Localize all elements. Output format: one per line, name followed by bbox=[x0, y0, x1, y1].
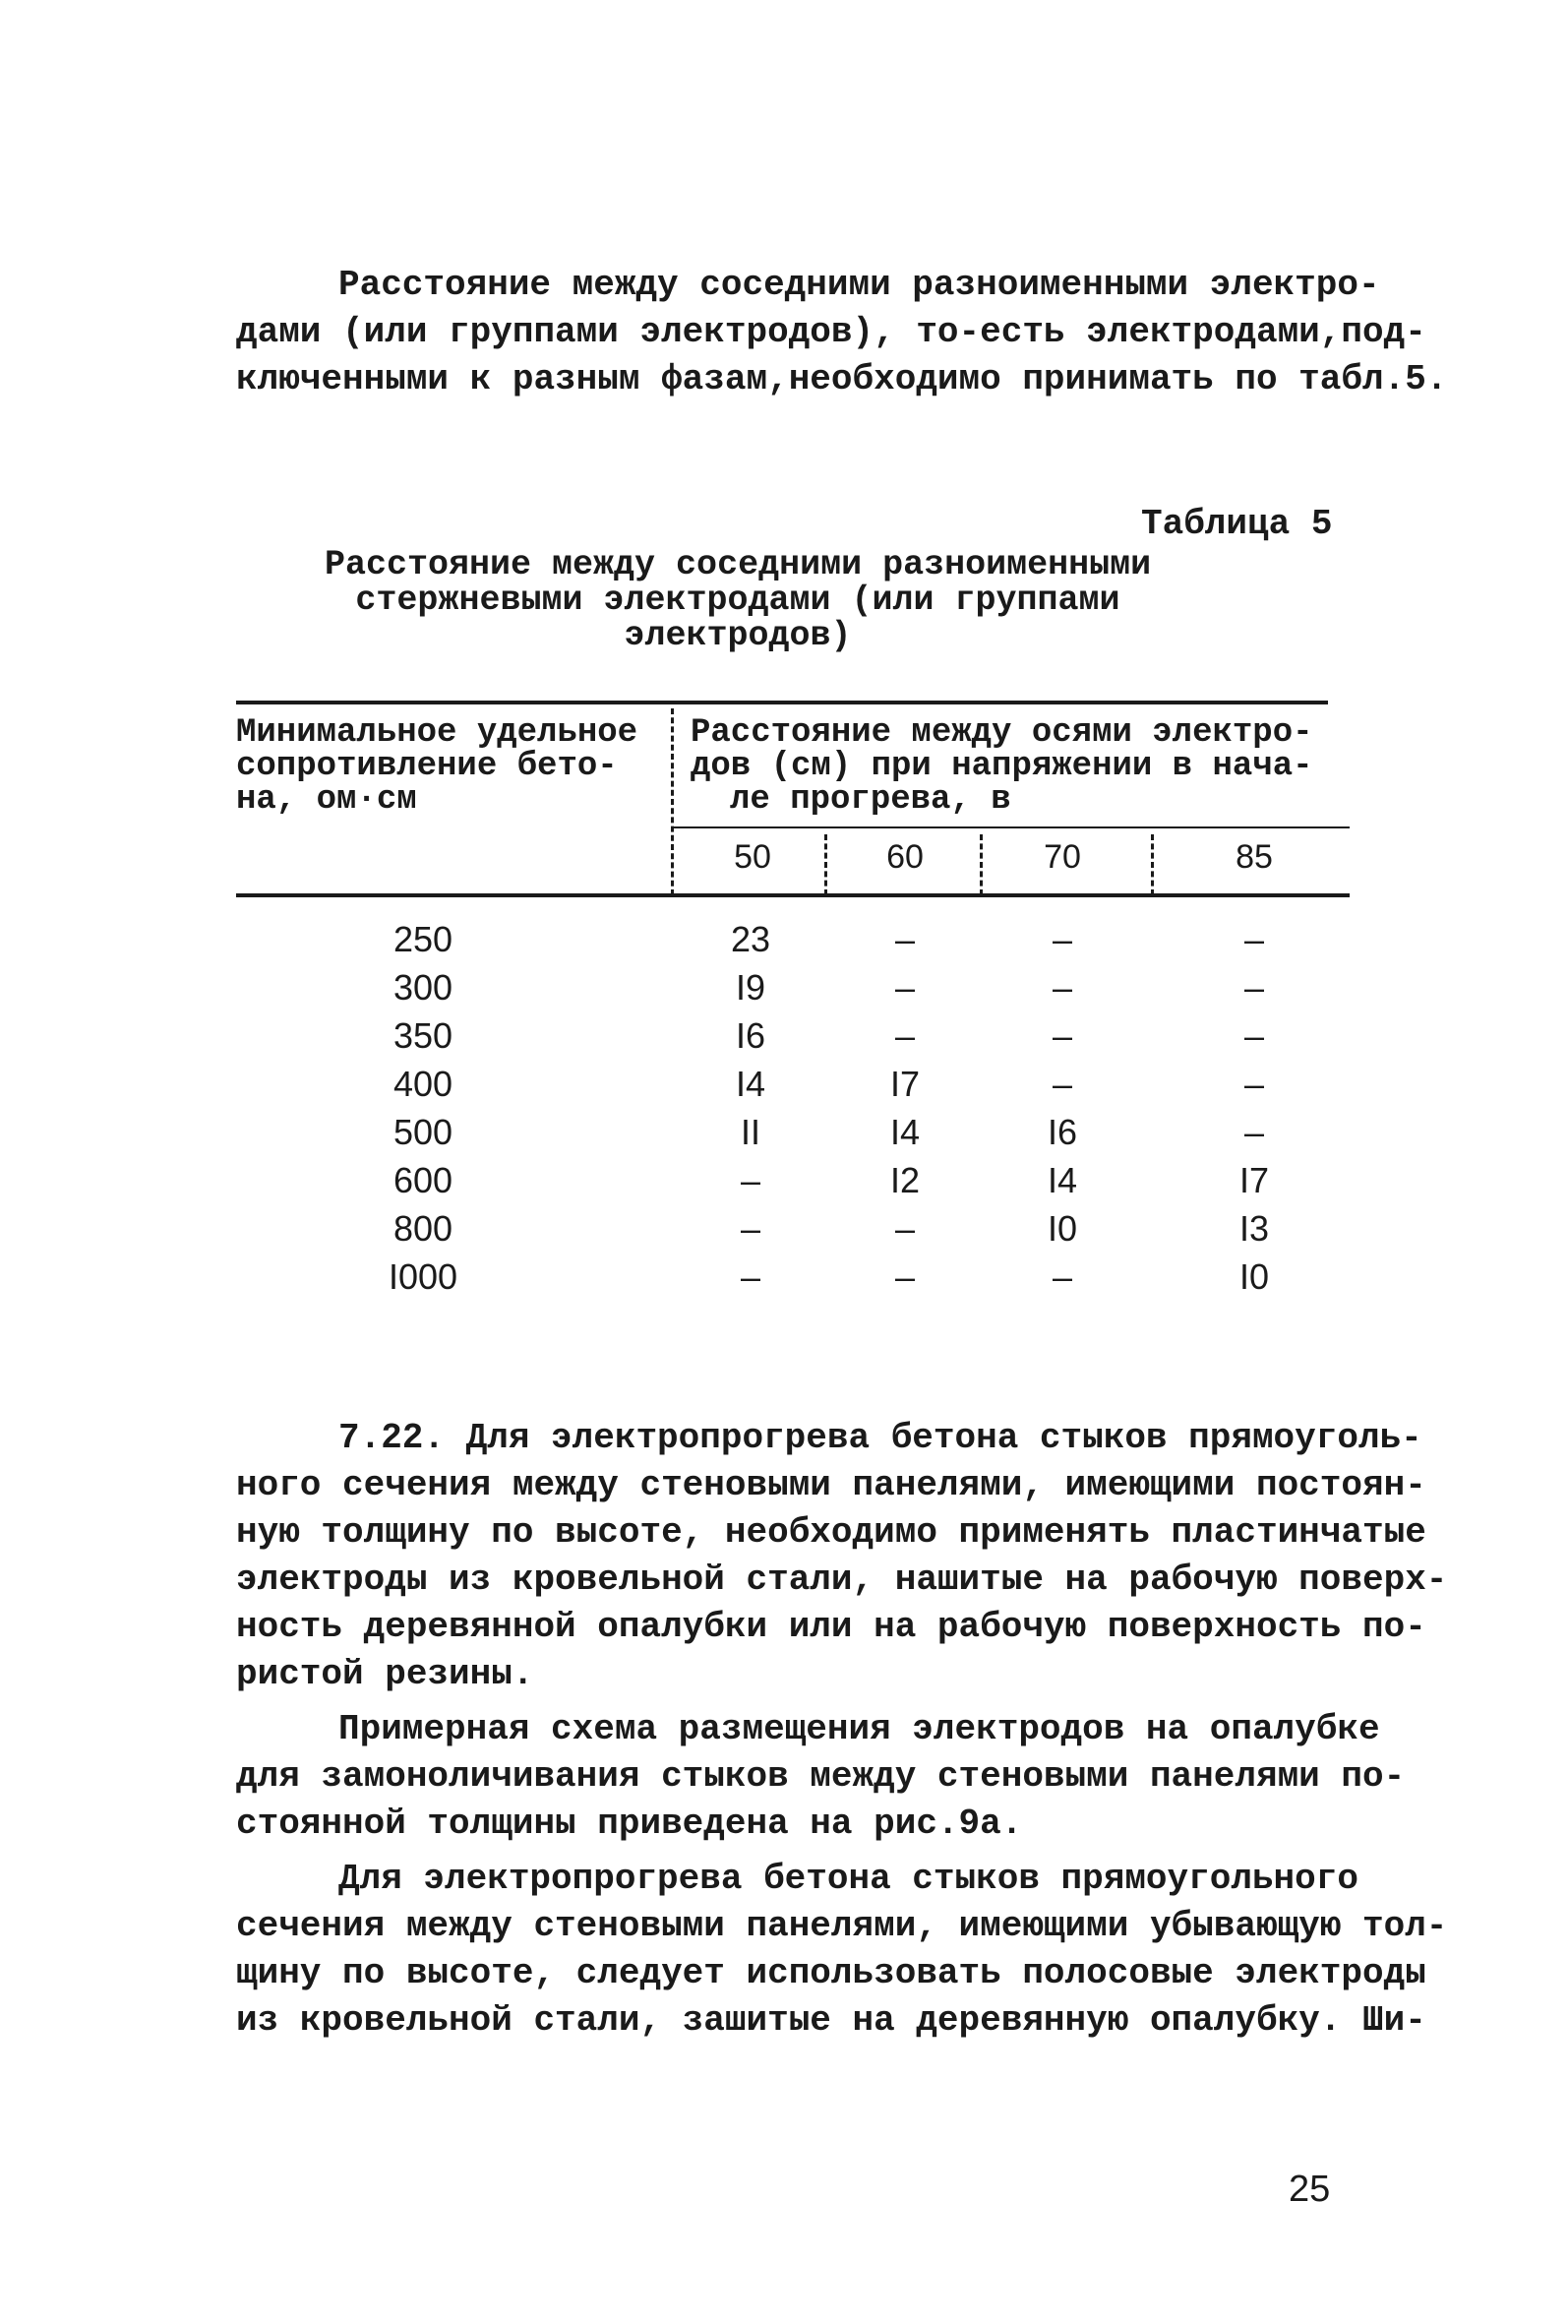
value-cell: I2 bbox=[889, 1160, 921, 1200]
value-cell: I3 bbox=[1238, 1208, 1270, 1249]
header-divider bbox=[671, 708, 674, 895]
text-line: Для электропрогрева бетона стыков прямоугольного bbox=[338, 1859, 1358, 1899]
value-cell: I0 bbox=[1047, 1208, 1078, 1249]
value-cell: I4 bbox=[735, 1064, 766, 1104]
resistance-column-header bbox=[236, 716, 649, 817]
header-line: Расстояние между осями электро- bbox=[691, 714, 1313, 752]
header-line: Минимальное удельное bbox=[236, 714, 638, 752]
value-cell: I6 bbox=[1047, 1112, 1078, 1152]
voltage-60-header: 60 bbox=[886, 838, 924, 876]
value-cell: I0 bbox=[1238, 1256, 1270, 1297]
paragraph-scheme bbox=[236, 1706, 1406, 1848]
subheader-rule bbox=[671, 826, 1350, 828]
header-line: дов (см) при напряжении в нача- bbox=[691, 748, 1313, 785]
value-cell: – bbox=[1243, 919, 1265, 959]
value-cell: – bbox=[894, 1015, 916, 1056]
text-line: 7.22. Для электропрогрева бетона стыков прямоуголь- bbox=[338, 1418, 1422, 1458]
paragraph-decreasing bbox=[236, 1856, 1448, 2045]
table-title-line: стержневыми электродами (или группами bbox=[355, 581, 1120, 620]
volt-divider bbox=[980, 834, 983, 895]
volt-divider bbox=[1151, 834, 1154, 895]
value-cell: – bbox=[1243, 1015, 1265, 1056]
paragraph-7-22 bbox=[236, 1415, 1448, 1698]
value-cell: – bbox=[894, 919, 916, 959]
voltage-50-header: 50 bbox=[734, 838, 771, 876]
resistance-cell: 300 bbox=[392, 967, 453, 1008]
value-cell: – bbox=[1243, 967, 1265, 1008]
text-line: щину по высоте, следует использовать полосовые электроды bbox=[236, 1953, 1426, 1993]
value-cell: I6 bbox=[735, 1015, 766, 1056]
resistance-cell: 250 bbox=[392, 919, 453, 959]
text-line: для замоноличивания стыков между стеновыми панелями по- bbox=[236, 1756, 1406, 1797]
value-cell: I4 bbox=[889, 1112, 921, 1152]
header-line: сопротивление бето- bbox=[236, 748, 618, 785]
value-cell: 23 bbox=[730, 919, 771, 959]
value-cell: I7 bbox=[889, 1064, 921, 1104]
header-line: на, ом·см bbox=[236, 781, 417, 819]
table-label: Таблица 5 bbox=[1141, 504, 1333, 544]
text-line: сечения между стеновыми панелями, имеющими убывающую тол- bbox=[236, 1906, 1448, 1946]
value-cell: I9 bbox=[735, 967, 766, 1008]
text-line: ключенными к разным фазам,необходимо принимать по табл.5. bbox=[236, 359, 1448, 399]
text-line: Расстояние между соседними разноименными электро- bbox=[338, 265, 1380, 305]
value-cell: – bbox=[894, 967, 916, 1008]
resistance-cell: 800 bbox=[392, 1208, 453, 1249]
text-line: ность деревянной опалубки или на рабочую поверхность по- bbox=[236, 1607, 1426, 1647]
distance-column-header bbox=[691, 716, 1320, 817]
value-cell: II bbox=[740, 1112, 760, 1152]
voltage-70-header: 70 bbox=[1044, 838, 1081, 876]
value-cell: I4 bbox=[1047, 1160, 1078, 1200]
value-cell: – bbox=[740, 1160, 761, 1200]
intro-paragraph bbox=[236, 262, 1448, 403]
value-cell: – bbox=[1052, 1015, 1073, 1056]
value-cell: – bbox=[894, 1256, 916, 1297]
text-line: электроды из кровельной стали, нашитые на рабочую поверх- bbox=[236, 1560, 1448, 1600]
resistance-cell: 400 bbox=[392, 1064, 453, 1104]
value-cell: – bbox=[740, 1256, 761, 1297]
value-cell: – bbox=[1052, 1256, 1073, 1297]
value-cell: – bbox=[740, 1208, 761, 1249]
value-cell: – bbox=[1052, 1064, 1073, 1104]
value-cell: – bbox=[1052, 919, 1073, 959]
header-line: ле прогрева, в bbox=[730, 781, 1011, 819]
resistance-cell: 600 bbox=[392, 1160, 453, 1200]
resistance-cell: 350 bbox=[392, 1015, 453, 1056]
value-cell: – bbox=[1052, 967, 1073, 1008]
text-line: ного сечения между стеновыми панелями, имеющими постоян- bbox=[236, 1465, 1426, 1505]
table-top-rule bbox=[236, 701, 1328, 704]
volt-divider bbox=[824, 834, 827, 895]
voltage-85-header: 85 bbox=[1236, 838, 1273, 876]
text-line: ристой резины. bbox=[236, 1654, 534, 1694]
text-line: Примерная схема размещения электродов на опалубке bbox=[338, 1709, 1380, 1749]
resistance-cell: I000 bbox=[388, 1256, 458, 1297]
table-title bbox=[325, 547, 1151, 653]
table-title-line: электродов) bbox=[624, 616, 852, 655]
header-bottom-rule bbox=[236, 893, 1350, 897]
value-cell: – bbox=[1243, 1112, 1265, 1152]
value-cell: – bbox=[1243, 1064, 1265, 1104]
resistance-cell: 500 bbox=[392, 1112, 453, 1152]
table-title-line: Расстояние между соседними разноименными bbox=[325, 545, 1152, 584]
text-line: из кровельной стали, зашитые на деревянную опалубку. Ши- bbox=[236, 2000, 1426, 2041]
text-line: дами (или группами электродов), то-есть электродами,под- bbox=[236, 312, 1426, 352]
text-line: стоянной толщины приведена на рис.9а. bbox=[236, 1804, 1023, 1844]
value-cell: – bbox=[894, 1208, 916, 1249]
text-line: ную толщину по высоте, необходимо применять пластинчатые bbox=[236, 1512, 1426, 1553]
page-number: 25 bbox=[1289, 2169, 1331, 2210]
value-cell: I7 bbox=[1238, 1160, 1270, 1200]
